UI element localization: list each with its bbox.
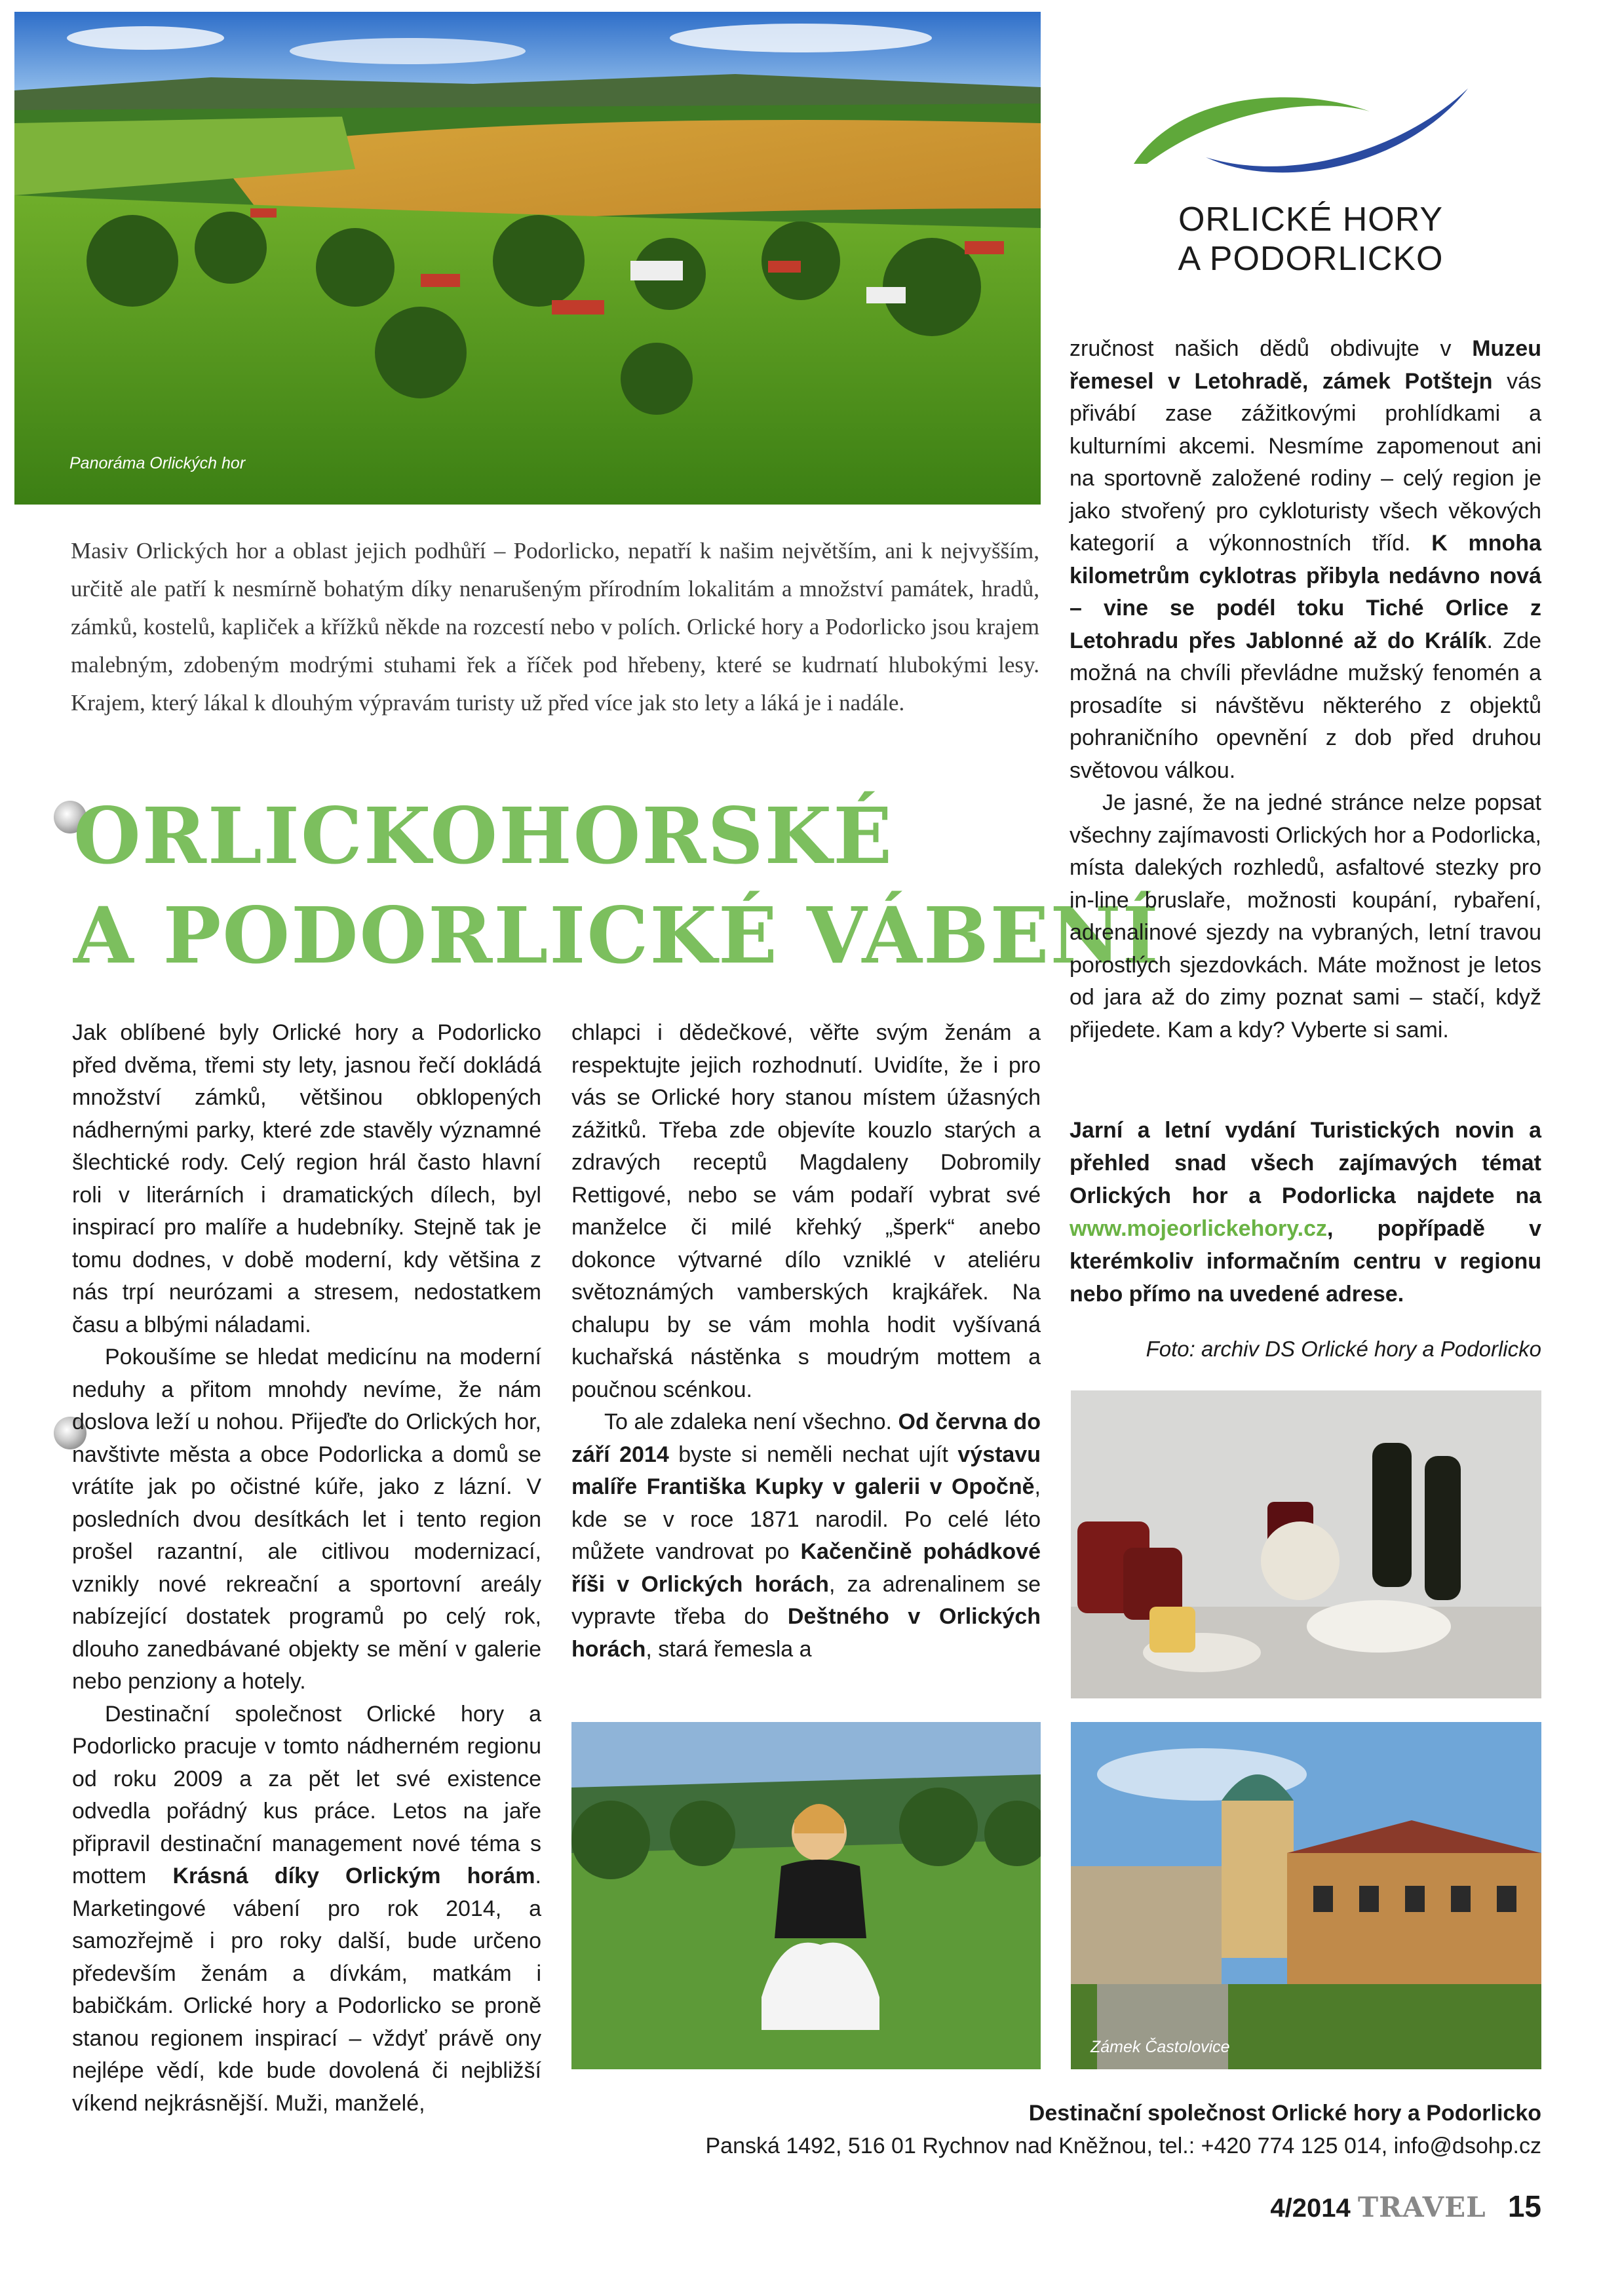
col3-paragraph-2: Je jasné, že na jedné stránce nelze popsat všechny zajímavosti Orlických hor a Podorlicka, místa dalekých rozhledů, asfaltové stezky pro in-line bruslaře, možnosti koupání, rybaření, adrenalinové sjezdy na vybraných, letní travou porostlých sjezdovkách. Máte možnost je letos od jara až do zimy poznat sami – stačí, když přijedete. Kam a kdy? Vyberte si sami. [1070,790,1541,1043]
woman-in-meadow-photo [571,1722,1041,2069]
header-landscape-photo [14,12,1041,505]
col1-paragraph-1: Jak oblíbené byly Orlické hory a Podorlicko před dvěma, třemi sty lety, jasnou řečí dokládá množství zámků, většinou obklopených nádhernými parky, které zde stavěly významné šlechtické rody. Celý region hrál často hlavní roli v literárních i dramatických dílech, byl inspirací pro malíře a hudebníky. Stejně tak je tomu dodnes, v době moderní, kdy většina z nás trpí neurózami a stresem, nedostatkem času a blbými náladami. [72,1020,541,1337]
col3-paragraph-1: zručnost našich dědů obdivujte v Muzeu řemesel v Letohradě, zámek Potštejn vás přivábí zase zážitkovými prohlídkami a kulturními akcemi. Nesmíme zapomenout ani na sportovně založené rodiny – celý region je jako stvořený pro cykloturisty všech věkových kategorií a výkonnostních tříd. K mnoha kilometrům cyklotras přibyla nedávno nová – vine se podél toku Tiché Orlice z Letohradu přes Jablonné až do Králík. Zde možná na chvíli převládne mužský fenomén a prosadíte si návštěvu některého z objektů pohraničního opevnění z dob před druhou světovou válkou. [1070,336,1542,783]
contact-organization: Destinační společnost Orlické hory a Podorlicko [1028,2101,1541,2126]
article-column-2 [571,1017,1041,1666]
page-number: 15 [1507,2189,1541,2223]
contact-address: Panská 1492, 516 01 Rychnov nad Kněžnou, tel.: +420 774 125 014, info@dsohp.cz [705,2133,1541,2158]
region-logo [1127,79,1481,183]
intro-text: Masiv Orlických hor a oblast jejich podhůří – Podorlicko, nepatří k našim největším, ani k nejvyšším, určitě ale patří k nesmírně bohatým díky nenarušeným přírodním lokalitám a množství památek, hradů, zámků, kostelů, kapliček a křížků někde na rozcestí nebo v polích. Orlické hory a Podorlicko jsou krajem malebným, zdobeným modrými stuhami řek a říček pod hřebeny, které se kudrnatí hlubokými lesy. Krajem, který lákal k dlouhým výpravám turisty už před více jak sto lety a láká je i nadále. [71,538,1039,716]
issue-number: 4/2014 [1270,2194,1351,2223]
header-photo-caption: Panoráma Orlických hor [69,454,246,472]
castle-photo-caption: Zámek Častolovice [1090,2038,1230,2056]
page-footer [1245,2189,1541,2224]
article-column-1 [72,1017,541,2120]
article-column-3 [1070,333,1541,1046]
col1-paragraph-2: Pokoušíme se hledat medicínu na moderní neduhy a přitom mnohdy nevíme, že nám doslova leží u nohou. Přijeďte do Orlických hor, navštivte města a obce Podorlicka a domů se vrátíte jak po očistné kúře, jako z lázní. V posledních dvou desítkách let i tento region prošel razantní, ale citlivou modernizací, vznikly nové rekreační a sportovní areály nabízející dostatek programů po celý rok, dlouho zanedbávané objekty se mění v galerie nebo penziony a hotely. [72,1345,541,1694]
contact-block [590,2097,1541,2162]
photo-credit: Foto: archiv DS Orlické hory a Podorlicko [1146,1337,1541,1361]
col1-paragraph-3: Destinační společnost Orlické hory a Podorlicko pracuje v tomto nádherném regionu od roku 2009 a za pět let své existence odvedla pořádný kus práce. Letos na jaře připravil destinační management nové téma s mottem Krásná díky Orlickým horám. Marketingové vábení pro rok 2014, a samozřejmě i pro roky další, bude určeno především ženám a dívkám, matkám i babičkám. Orlické hory a Podorlicko se proně stanou regionem inspirací – vždyť právě ony nejlépe vědí, kde bude dovolená či nejbližší víkend nejkrásnější. Muži, manželé, [72,1701,541,2116]
col2-paragraph-1: chlapci i dědečkové, věřte svým ženám a respektujte jejich rozhodnutí. Uvidíte, že i pro vás se Orlické hory stanou místem úžasných zážitků. Třeba zde objevíte kouzlo starých a zdravých receptů Magdaleny Dobromily Rettigové, nebo se vám podaří vybrat své manželce či milé křehký „šperk“ anebo dokonce výtvarné dílo vzniklé v ateliéru světoznámých vamberských krajkářek. Na chalupu by se vám mohla hodit vyšívaná kuchařská nástěnka s moudrým mottem a poučnou scénkou. [571,1020,1041,1402]
intro-paragraph [71,532,1039,722]
website-link[interactable]: www.mojeorlickehory.cz [1070,1216,1328,1241]
headline-line-2: A PODORLICKÉ VÁBENÍ [73,890,1160,981]
castle-photo [1071,1722,1541,2069]
motto: Krásná díky Orlickým horám [172,1864,535,1888]
wave-logo-icon [1127,79,1481,183]
logo-title [1114,200,1507,278]
food-photo [1071,1390,1541,1698]
headline [73,786,1160,985]
headline-line-1: ORLICKOHORSKÉ [73,790,894,881]
logo-line-2: A PODORLICKO [1178,240,1444,278]
logo-line-1: ORLICKÉ HORY [1178,201,1444,239]
promo-box: Jarní a letní vydání Turistických novin a přehled snad všech zajímavých témat Orlických hor a Podorlicka najdete na www.mojeorlickehory.cz, popřípadě v kterémkoliv informačním centru v regionu nebo přímo na uvedené adrese. [1070,1118,1541,1307]
col2-paragraph-2: To ale zdaleka není všechno. Od června do září 2014 byste si neměli nechat ujít výstavu malíře Františka Kupky v galerii v Opočně, kde se v roce 1871 narodil. Po celé léto můžete vandrovat po Kačenčině pohádkové říši v Orlických horách, za adrenalinem se vypravte třeba do Deštného v Orlických horách, stará řemesla a [571,1409,1041,1662]
magazine-name: TRAVEL [1357,2191,1486,2223]
